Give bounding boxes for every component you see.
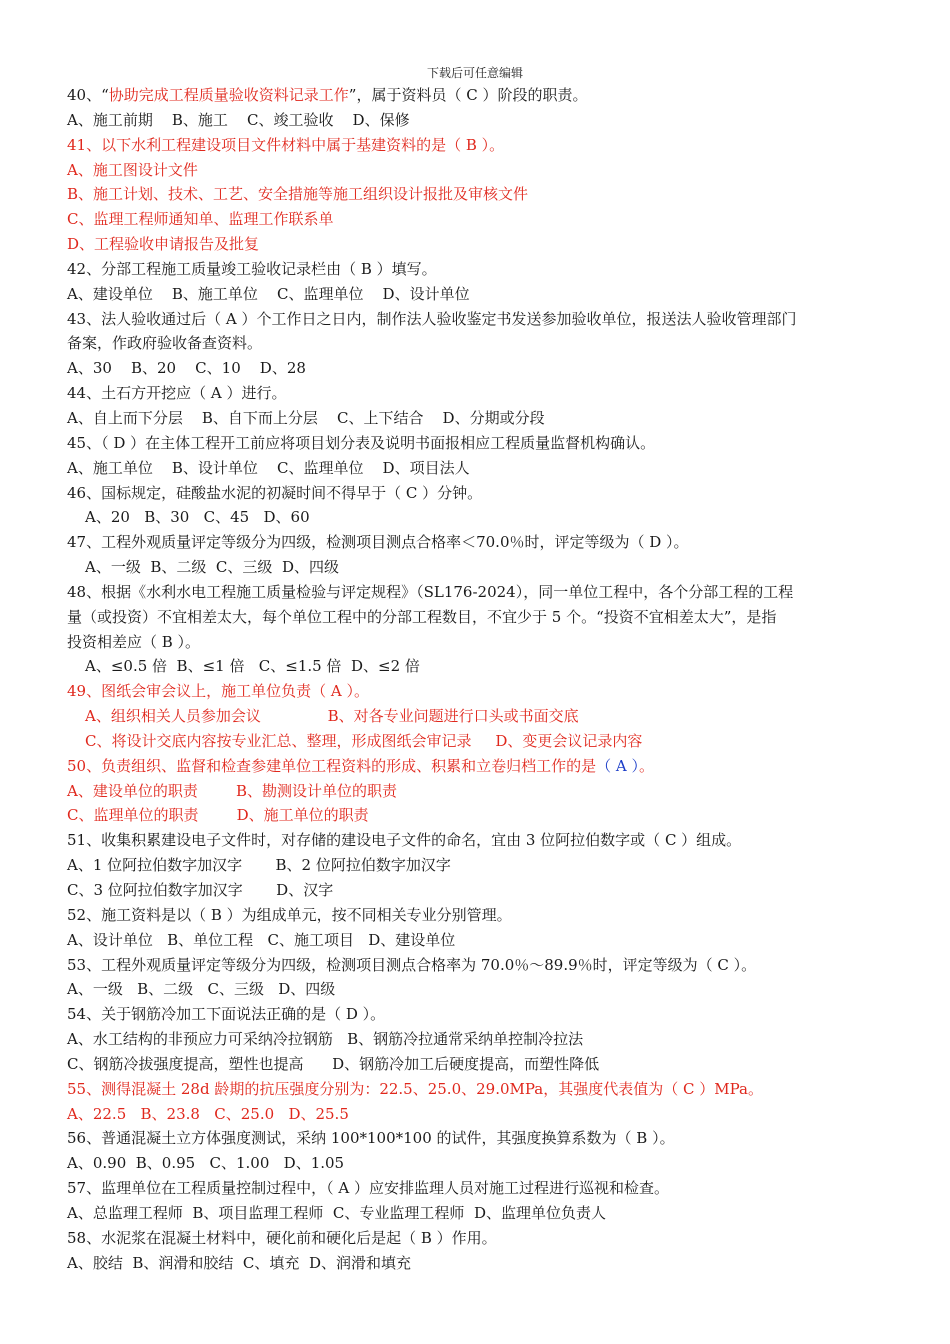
question-line-q45: 45、（ D ）在主体工程开工前应将项目划分表及说明书面报相应工程质量监督机构确认。	[67, 433, 656, 452]
question-line-q45o: A、施工单位 B、设计单位 C、监理单位 D、项目法人	[67, 458, 470, 477]
question-line-q42o: A、建设单位 B、施工单位 C、监理单位 D、设计单位	[67, 284, 470, 303]
question-line-q58o: A、胶结 B、润滑和胶结 C、填充 D、润滑和填充	[67, 1253, 411, 1272]
question-line-q57o: A、总监理工程师 B、项目监理工程师 C、专业监理工程师 D、监理单位负责人	[67, 1203, 606, 1222]
question-line-q50: 50、负责组织、监督和检查参建单位工程资料的形成、积累和立卷归档工作的是（ A ）。	[67, 756, 654, 775]
highlight-text: （ A ）	[596, 756, 639, 775]
question-line-q56: 56、普通混凝土立方体强度测试，采纳 100*100*100 的试件，其强度换算系数为（ B ）。	[67, 1129, 675, 1148]
question-list	[67, 83, 883, 1276]
question-line-q53o: A、一级 B、二级 C、三级 D、四级	[67, 980, 336, 999]
question-line-q53: 53、工程外观质量评定等级分为四级，检测项目测点合格率为 70.0％～89.9％时，评定等级为（ C ）。	[67, 955, 757, 974]
question-line-q46: 46、国标规定，硅酸盐水泥的初凝时间不得早于（ C ）分钟。	[67, 483, 483, 502]
question-line-q44o: A、自上而下分层 B、自下而上分层 C、上下结合 D、分期或分段	[67, 408, 545, 427]
question-line-q55o: A、22.5 B、23.8 C、25.0 D、25.5	[67, 1104, 349, 1123]
question-line-q40: 40、“协助完成工程质量验收资料记录工作”，属于资料员（ C ）阶段的职责。	[67, 86, 588, 104]
question-line-q48b: 量（或投资）不宜相差太大，每个单位工程中的分部工程数目，不宜少于 5 个。“投资不宜相差太大”，是指	[67, 607, 777, 626]
question-line-q42: 42、分部工程施工质量竣工验收记录栏由（ B ）填写。	[67, 259, 437, 278]
question-line-q49cd: C、将设计交底内容按专业汇总、整理，形成图纸会审记录 D、变更会议记录内容	[85, 731, 643, 750]
question-line-q41c: C、监理工程师通知单、监理工作联系单	[67, 210, 334, 229]
question-line-q57: 57、监理单位在工程质量控制过程中，（ A ）应安排监理人员对施工过程进行巡视和检查。	[67, 1179, 669, 1198]
question-line-q49: 49、图纸会审会议上，施工单位负责（ A ）。	[67, 682, 369, 701]
question-line-q41a: A、施工图设计文件	[67, 160, 198, 179]
question-line-q48o: A、≤0.5 倍 B、≤1 倍 C、≤1.5 倍 D、≤2 倍	[85, 657, 420, 676]
question-line-q54ab: A、水工结构的非预应力可采纳冷拉钢筋 B、钢筋冷拉通常采纳单控制冷拉法	[67, 1030, 584, 1049]
question-line-q41: 41、以下水利工程建设项目文件材料中属于基建资料的是（ B ）。	[67, 135, 505, 154]
question-line-q56o: A、0.90 B、0.95 C、1.00 D、1.05	[67, 1154, 345, 1173]
highlight-text: 协助完成工程质量验收资料记录工作	[108, 86, 349, 104]
question-line-q47: 47、工程外观质量评定等级分为四级，检测项目测点合格率＜70.0％时，评定等级为（ D ）。	[67, 533, 689, 552]
question-line-q54: 54、关于钢筋冷加工下面说法正确的是（ D ）。	[67, 1005, 386, 1024]
question-line-q43o: A、30 B、20 C、10 D、28	[67, 359, 306, 378]
question-line-q43b: 备案，作政府验收备查资料。	[67, 334, 263, 353]
question-line-q54cd: C、钢筋冷拔强度提高，塑性也提高 D、钢筋冷加工后硬度提高，而塑性降低	[67, 1054, 600, 1073]
question-line-q46o: A、20 B、30 C、45 D、60	[85, 508, 310, 527]
question-line-q51cd: C、3 位阿拉伯数字加汉字 D、汉字	[67, 881, 334, 899]
question-line-q48a: 48、根据《水利水电工程施工质量检验与评定规程》（SL176-2024），同一单位工程中，各个分部工程的工程	[67, 582, 794, 601]
question-line-q43a: 43、法人验收通过后（ A ）个工作日之日内，制作法人验收鉴定书发送参加验收单位，报送法人验收管理部门	[67, 309, 797, 328]
question-line-q55: 55、测得混凝土 28d 龄期的抗压强度分别为：22.5、25.0、29.0MPa，其强度代表值为（ C ）MPa。	[67, 1079, 763, 1098]
question-line-q41b: B、施工计划、技术、工艺、安全措施等施工组织设计报批及审核文件	[67, 185, 529, 204]
question-line-q52o: A、设计单位 B、单位工程 C、施工项目 D、建设单位	[67, 930, 456, 949]
question-line-q48c: 投资相差应（ B ）。	[67, 632, 201, 651]
question-line-q41d: D、工程验收申请报告及批复	[67, 235, 260, 254]
question-line-q49ab: A、组织相关人员参加会议 B、对各专业问题进行口头或书面交底	[85, 707, 579, 726]
question-line-q44: 44、土石方开挖应（ A ）进行。	[67, 384, 287, 403]
question-line-q50cd: C、监理单位的职责 D、施工单位的职责	[67, 806, 369, 825]
question-line-q40o: A、施工前期 B、施工 C、竣工验收 D、保修	[67, 110, 410, 129]
question-line-q52: 52、施工资料是以（ B ）为组成单元，按不同相关专业分别管理。	[67, 905, 512, 924]
page-header: 下载后可任意编辑	[426, 66, 523, 80]
question-line-q51ab: A、1 位阿拉伯数字加汉字 B、2 位阿拉伯数字加汉字	[67, 856, 451, 875]
question-line-q50ab: A、建设单位的职责 B、勘测设计单位的职责	[67, 781, 398, 800]
question-line-q51: 51、收集积累建设电子文件时，对存储的建设电子文件的命名，宜由 3 位阿拉伯数字或（ C ）组成。	[67, 831, 742, 850]
question-line-q47o: A、一级 B、二级 C、三级 D、四级	[85, 558, 339, 577]
question-line-q58: 58、水泥浆在混凝土材料中，硬化前和硬化后是起（ B ）作用。	[67, 1228, 497, 1247]
